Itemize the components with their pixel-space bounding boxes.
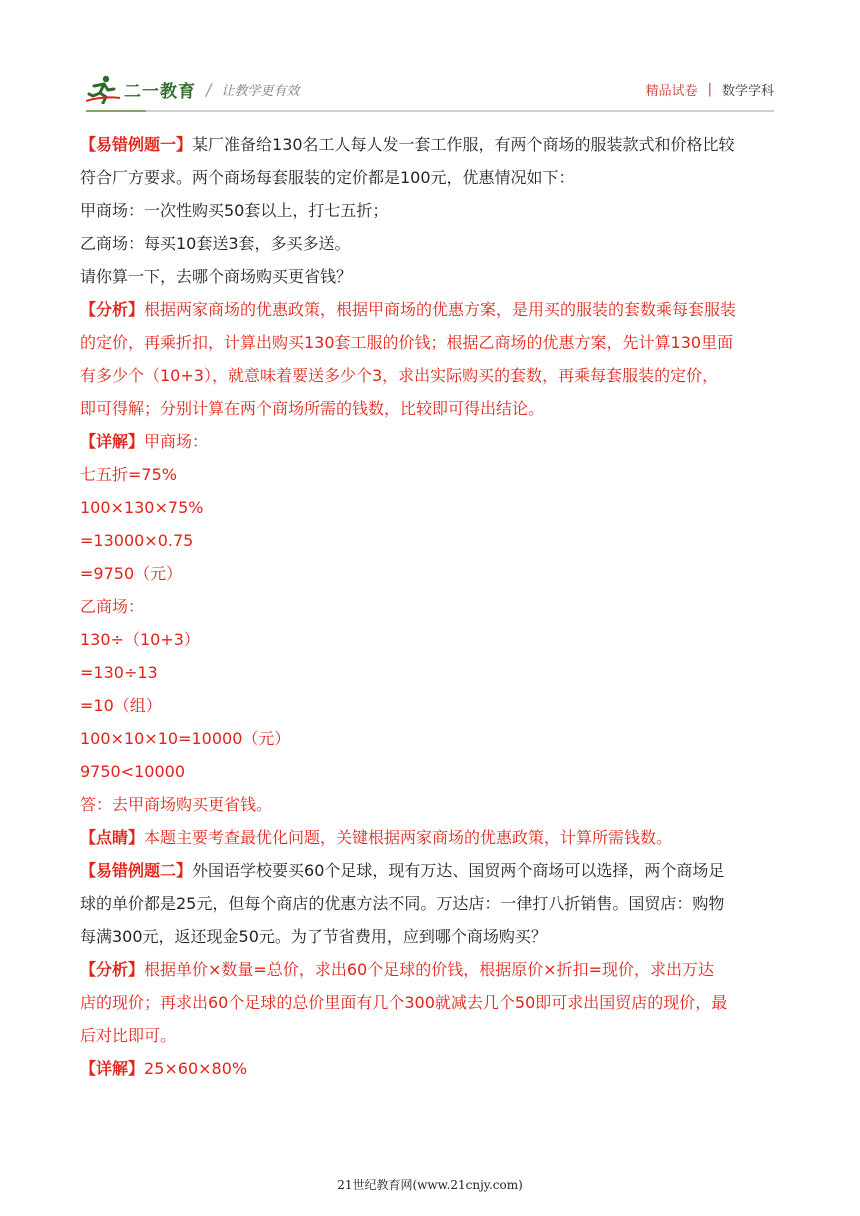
text-line [80,425,780,458]
line-text: 100×130×75% [80,498,204,517]
section-label: 【分析】 [80,300,145,319]
text-line [80,689,780,722]
text-line [80,260,780,293]
brand-name: 二一教育 [124,81,196,102]
line-text: 100×10×10=10000（元） [80,729,291,748]
line-text: 每满300元，返还现金50元。为了节省费用，应到哪个商场购买？ [80,927,547,946]
header-slash: / [206,79,212,99]
section-label: 【点睛】 [80,828,145,847]
line-text: 某厂准备给130名工人每人发一套工作服，有两个商场的服装款式和价格比较 [192,135,735,154]
tag-quality-exam: 精品试卷 [645,84,698,99]
text-line [80,326,780,359]
text-line [80,227,780,260]
line-text: 130÷（10+3） [80,630,200,649]
line-text: 的定价，再乘折扣，计算出购买130套工服的价钱；根据乙商场的优惠方案，先计算130里面 [80,333,734,352]
text-line [80,590,780,623]
slogan: 让教学更有效 [221,83,300,99]
text-line [80,788,780,821]
text-line [80,755,780,788]
line-text: 本题主要考查最优化问题，关键根据两家商场的优惠政策，计算所需钱数。 [144,828,673,847]
text-line [80,656,780,689]
line-text: 答：去甲商场购买更省钱。 [80,795,273,814]
section-label: 【易错例题二】 [80,861,193,880]
page-header [86,70,774,110]
line-text: 甲商场：一次性购买50套以上，打七五折； [80,201,389,220]
text-line [80,821,780,854]
text-line [80,161,780,194]
text-line [80,557,780,590]
tag-separator: | [707,82,712,97]
line-text: =9750（元） [80,564,183,583]
text-line [80,194,780,227]
line-text: 球的单价都是25元，但每个商店的优惠方法不同。万达店：一律打八折销售。国贸店：购物 [80,894,725,913]
text-line [80,854,780,887]
line-text: =13000×0.75 [80,531,194,550]
line-text: 根据两家商场的优惠政策，根据甲商场的优惠方案，是用买的服装的套数乘每套服装 [144,300,737,319]
text-line [80,953,780,986]
line-text: 根据单价×数量=总价，求出60个足球的价钱，根据原价×折扣=现价，求出万达 [144,960,715,979]
line-text: 25×60×80% [144,1059,248,1078]
text-line [80,524,780,557]
line-text: 外国语学校要买60个足球，现有万达、国贸两个商场可以选择，两个商场足 [192,861,725,880]
line-text: 即可得解；分别计算在两个商场所需的钱数，比较即可得出结论。 [80,399,545,418]
text-line [80,359,780,392]
text-line [80,887,780,920]
line-text: =10（组） [80,696,162,715]
line-text: 后对比即可。 [80,1026,177,1045]
line-text: 店的现价；再求出60个足球的总价里面有几个300就减去几个50即可求出国贸店的现价，最 [80,993,728,1012]
section-label: 【详解】 [80,432,145,451]
header-tags [646,80,774,99]
text-line [80,1019,780,1052]
text-line [80,458,780,491]
runner-logo-icon [86,74,120,104]
line-text: 符合厂方要求。两个商场每套服装的定价都是100元，优惠情况如下： [80,168,575,187]
text-line [80,392,780,425]
section-label: 【详解】 [80,1059,145,1078]
page-footer: 21世纪教育网(www.21cnjy.com) [337,1178,523,1192]
text-line [80,1052,780,1085]
text-line [80,920,780,953]
line-text: 请你算一下，去哪个商场购买更省钱？ [80,267,353,286]
line-text: =130÷13 [80,663,158,682]
text-line [80,128,780,161]
section-label: 【分析】 [80,960,145,979]
header-divider [86,110,774,112]
tag-subject: 数学学科 [721,84,774,99]
line-text: 9750<10000 [80,762,186,781]
text-line [80,293,780,326]
text-line [80,623,780,656]
line-text: 乙商场： [80,597,145,616]
line-text: 七五折=75% [80,465,177,484]
text-line [80,722,780,755]
line-text: 乙商场：每买10套送3套，多买多送。 [80,234,351,253]
line-text: 甲商场： [144,432,209,451]
line-text: 有多少个（10+3），就意味着要送多少个3，求出实际购买的套数，再乘每套服装的定价， [80,366,719,385]
text-line [80,491,780,524]
text-line [80,986,780,1019]
document-body [80,128,780,1085]
section-label: 【易错例题一】 [80,135,193,154]
logo [86,72,299,106]
